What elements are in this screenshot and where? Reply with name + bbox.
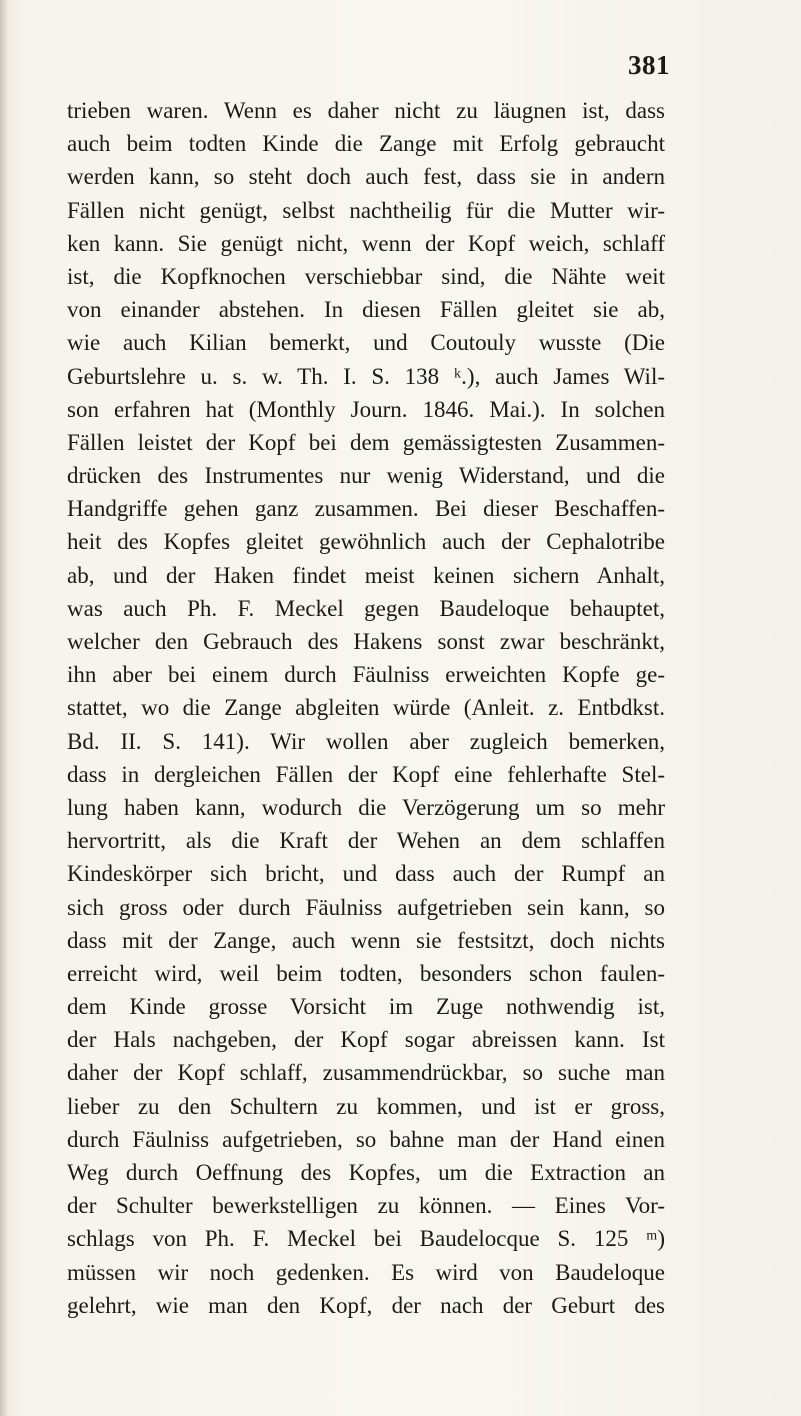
text-line: von einander abstehen. In diesen Fällen gleitet sie ab, (67, 297, 665, 323)
text-line: son erfahren hat (Monthly Journ. 1846. Mai.). In solchen (67, 396, 665, 422)
text-line: daher der Kopf schlaff, zusammendrückbar, so suche man (67, 1060, 665, 1086)
text-line: gelehrt, wie man den Kopf, der nach der Geburt des (67, 1292, 665, 1318)
text-line: schlags von Ph. F. Meckel bei Baudelocque S. 125 ᵐ) (67, 1226, 665, 1252)
body-text (67, 94, 665, 1322)
text-line: müssen wir noch gedenken. Es wird von Baudeloque (67, 1259, 665, 1285)
text-line: ist, die Kopfknochen verschiebbar sind, die Nähte weit (67, 263, 665, 289)
text-line: stattet, wo die Zange abgleiten würde (Anleit. z. Entbdkst. (67, 695, 665, 721)
text-line: ab, und der Haken findet meist keinen sichern Anhalt, (67, 562, 665, 588)
text-line: drücken des Instrumentes nur wenig Widerstand, und die (67, 463, 665, 489)
text-line: sich gross oder durch Fäulniss aufgetrieben sein kann, so (67, 894, 665, 920)
text-line: lung haben kann, wodurch die Verzögerung um so mehr (67, 794, 665, 820)
text-line: dem Kinde grosse Vorsicht im Zuge nothwendig ist, (67, 994, 665, 1020)
text-line: was auch Ph. F. Meckel gegen Baudeloque behauptet, (67, 595, 665, 621)
text-line: Bd. II. S. 141). Wir wollen aber zugleich bemerken, (67, 728, 665, 754)
text-line: Fällen nicht genügt, selbst nachtheilig für die Mutter wir- (67, 197, 665, 223)
text-line: durch Fäulniss aufgetrieben, so bahne man der Hand einen (67, 1126, 665, 1152)
text-line: Kindeskörper sich bricht, und dass auch der Rumpf an (67, 861, 665, 887)
text-line: Fällen leistet der Kopf bei dem gemässigtesten Zusammen- (67, 429, 665, 455)
page-number: 381 (628, 50, 670, 80)
text-line: welcher den Gebrauch des Hakens sonst zwar beschränkt, (67, 629, 665, 654)
text-line: auch beim todten Kinde die Zange mit Erfolg gebraucht (67, 131, 665, 157)
text-line: erreicht wird, weil beim todten, besonders schon faulen- (67, 960, 665, 986)
text-line: trieben waren. Wenn es daher nicht zu läugnen ist, dass (67, 98, 665, 123)
text-line: hervortritt, als die Kraft der Wehen an dem schlaffen (67, 828, 665, 854)
text-line: Geburtslehre u. s. w. Th. I. S. 138 ᵏ.), auch James Wil- (67, 363, 665, 389)
text-line: Weg durch Oeffnung des Kopfes, um die Extraction an (67, 1160, 665, 1185)
text-line: dass mit der Zange, auch wenn sie festsitzt, doch nichts (67, 927, 665, 953)
text-line: ken kann. Sie genügt nicht, wenn der Kopf weich, schlaff (67, 230, 665, 256)
text-line: heit des Kopfes gleitet gewöhnlich auch der Cephalotribe (67, 529, 665, 555)
text-line: lieber zu den Schultern zu kommen, und ist er gross, (67, 1093, 665, 1119)
text-line: der Schulter bewerkstelligen zu können. — Eines Vor- (67, 1193, 665, 1219)
text-line: der Hals nachgeben, der Kopf sogar abreissen kann. Ist (67, 1027, 665, 1053)
text-line: dass in dergleichen Fällen der Kopf eine fehlerhafte Stel- (67, 761, 665, 787)
spine-shadow (0, 0, 8, 1416)
text-line: Handgriffe gehen ganz zusammen. Bei dieser Beschaffen- (67, 496, 665, 522)
text-line: ihn aber bei einem durch Fäulniss erweichten Kopfe ge- (67, 662, 665, 688)
text-line: wie auch Kilian bemerkt, und Coutouly wusste (Die (67, 330, 665, 356)
text-line: werden kann, so steht doch auch fest, dass sie in andern (67, 164, 665, 190)
